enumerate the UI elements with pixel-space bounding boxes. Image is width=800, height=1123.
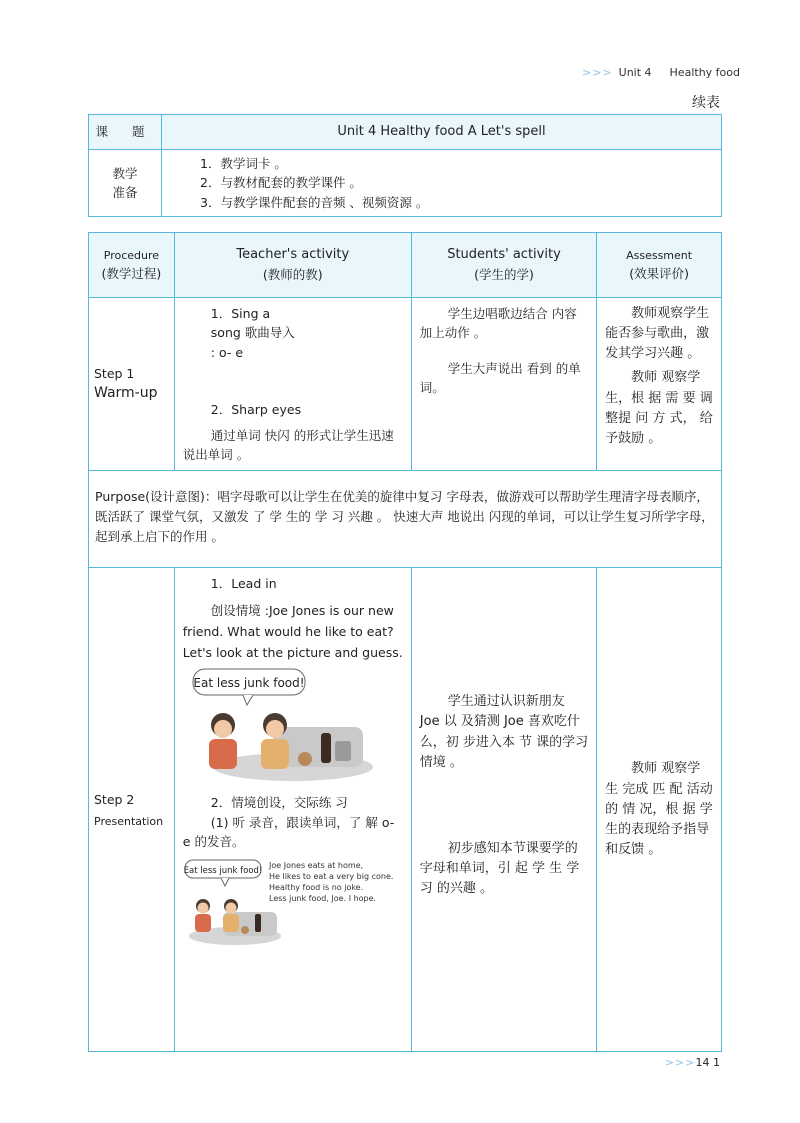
step1-teacher: 1．Sing a song 歌曲导入 : o- e 2．Sharp eyes 通过单词 快闪 的形式让学生迅速说出单词 。 (174, 298, 411, 471)
header-assessment: Assessment (效果评价) (597, 233, 722, 298)
header-procedure: Procedure (教学过程) (89, 233, 175, 298)
running-header (582, 66, 740, 79)
topic-table (88, 114, 722, 217)
speech-bubble-text: Eat less junk food! (193, 676, 305, 691)
step1-label: Step 1 Warm-up (89, 298, 175, 471)
prep-label-line-1: 教学 (112, 165, 138, 181)
page-number: 14 1 (695, 1056, 720, 1069)
footer-arrows: >>> (664, 1056, 696, 1069)
step2-label: Step 2 Presentation (89, 568, 175, 1052)
header-students: Students' activity (学生的学) (411, 233, 596, 298)
step2-students: 学生通过认识新朋友 Joe 以 及猜测 Joe 喜欢吃什么，初 步进入本 节 课的学习情境 。 初步感知本节课要学的字母和单词，引 起 学 生 学习 的兴趣 。 (411, 568, 596, 1052)
chant-line: Less junk food, Joe. I hope. (268, 893, 376, 903)
purpose-row (89, 471, 722, 568)
header-unit: Unit 4 (618, 66, 652, 79)
header-arrows: >>> (582, 66, 613, 79)
joe-eating-illustration (183, 667, 373, 787)
step1-assessment: 教师观察学生能否参与歌曲，激发其学习兴趣 。 教师 观察学生，根 据 需 要 调 整提 问 方 式， 给予鼓励 。 (597, 298, 722, 471)
purpose-text: Purpose(设计意图)：唱字母歌可以让学生在优美的旋律中复习 字母表，做游戏可以帮助学生理清字母表顺序，既活跃了 课堂气氛，又激发 了 学 生的 学 习 兴趣 。 快速大声 地说出 闪现的单词，可以让学生复习所学字母，起到承上启下的作用 。 (89, 471, 722, 568)
prep-label-line-2: 准备 (112, 185, 138, 201)
table-row (89, 298, 722, 471)
step1-students: 学生边唱歌边结合 内容加上动作 。 学生大声说出 看到 的单词。 (411, 298, 596, 471)
chant-line: He likes to eat a very big cone. (268, 871, 394, 881)
table-row (89, 568, 722, 1052)
speech-bubble-text: Eat less junk food! (183, 865, 263, 876)
header-teacher: Teacher's activity (教师的教) (174, 233, 411, 298)
prep-item: 2．与教材配套的教学课件 。 (200, 175, 362, 191)
continued-label: 续表 (692, 95, 720, 111)
prep-item: 3．与教学课件配套的音频 、视频资源 。 (200, 194, 429, 210)
chant-line: Healthy food is no joke. (268, 882, 363, 892)
topic-title: Unit 4 Healthy food A Let's spell (162, 115, 722, 150)
prep-label (89, 150, 162, 217)
prep-item: 1．教学词卡 。 (200, 156, 287, 171)
header-title: Healthy food (669, 66, 740, 79)
topic-label: 课 题 (89, 115, 162, 150)
page-footer (665, 1056, 720, 1069)
process-table (88, 232, 722, 1052)
table-header-row (89, 233, 722, 298)
chant-illustration (183, 856, 403, 948)
step2-teacher: 1．Lead in 创设情境 :Joe Jones is our new friend. What would he like to eat? Let's look at the picture and guess. Eat less junk food! 2．情境创设，交际练 习 (1) 听 录音，跟读单词，了 解 o- e 的发音。 Eat less junk food! Joe Jones eats at home, He likes to eat a very big cone. Healthy food is no joke. Less junk food, Joe. I hope. (174, 568, 411, 1052)
step2-assessment: 教师 观察学生 完成 匹 配 活动的 情 况，根 据 学生的表现给予指导和反馈 。 (597, 568, 722, 1052)
chant-line: Joe Jones eats at home, (268, 860, 363, 870)
prep-list (162, 150, 722, 217)
